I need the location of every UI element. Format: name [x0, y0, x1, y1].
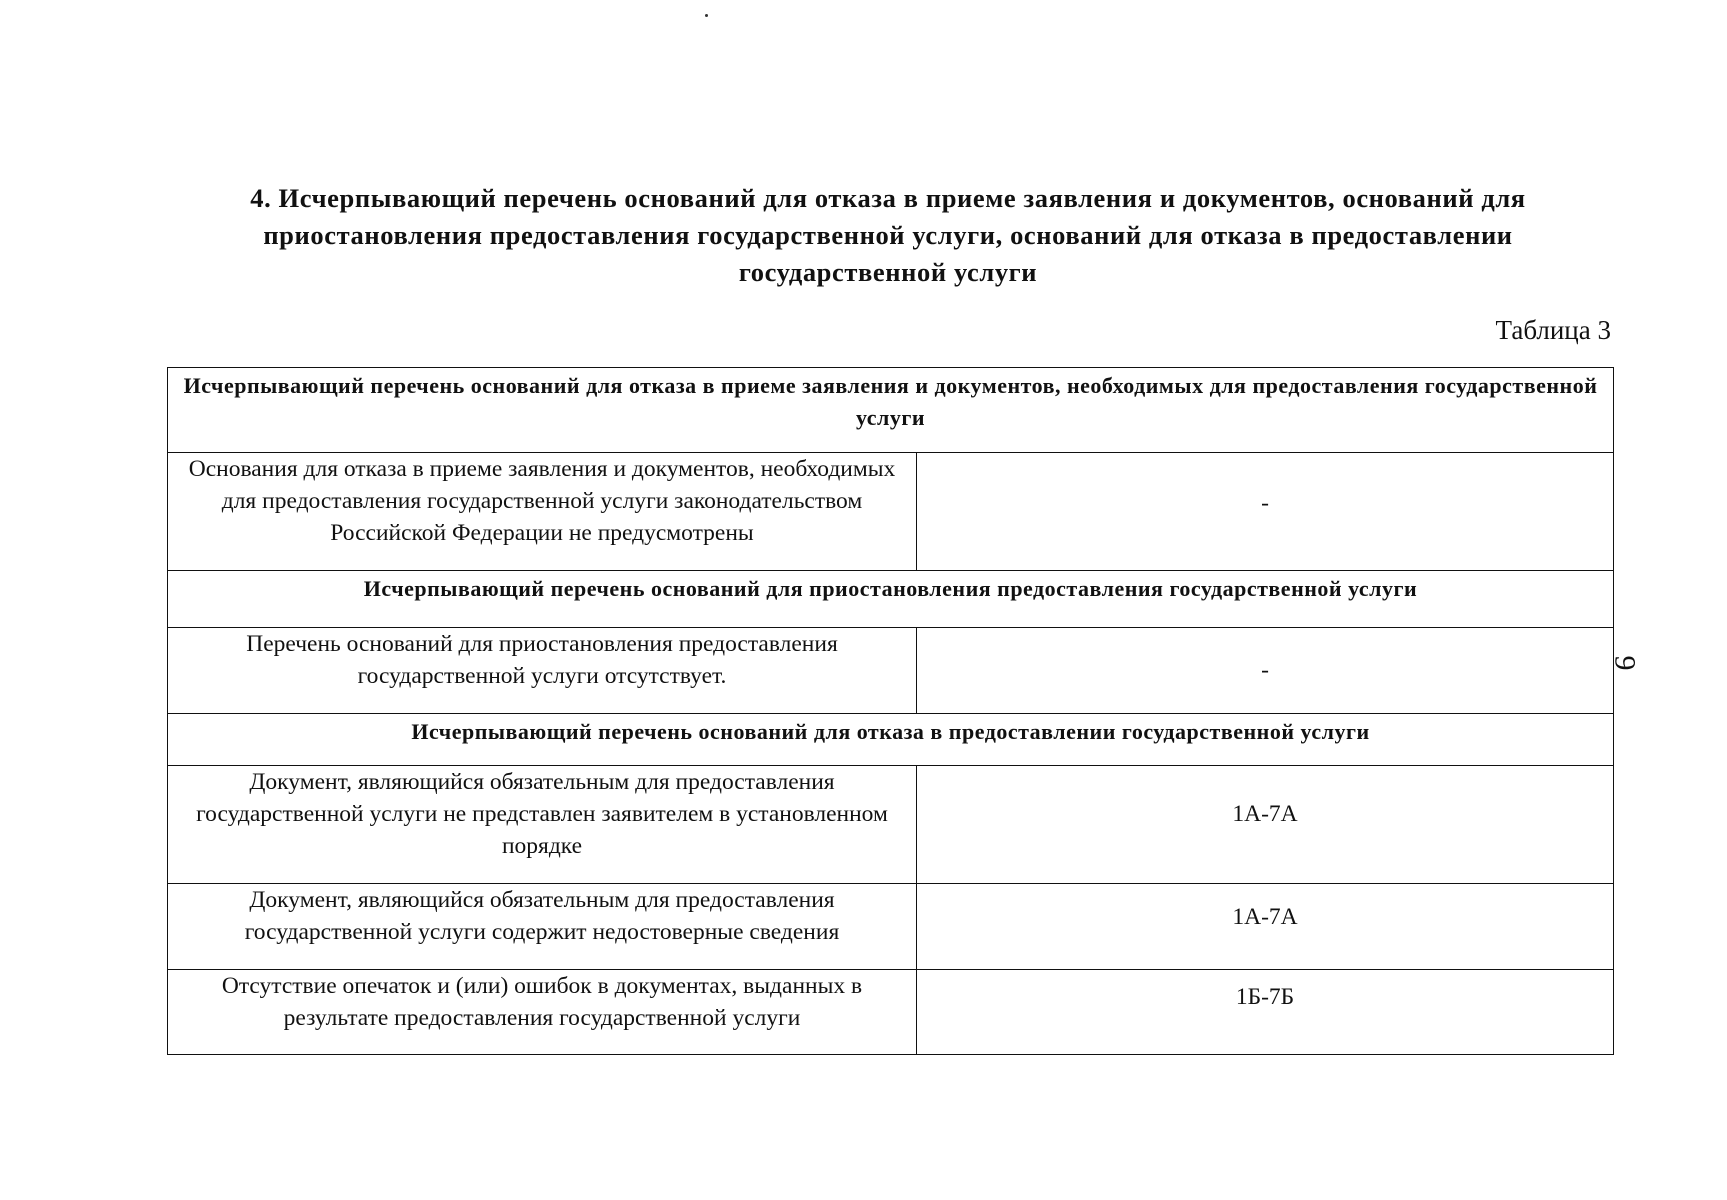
table-row [168, 970, 1614, 1055]
table-label: Таблица 3 [1495, 315, 1611, 345]
section-header-row [168, 571, 1614, 628]
refusal-grounds-table [167, 367, 1614, 1055]
row-text: Основания для отказа в приеме заявления и документов, необходимых для предоставления государственной услуги законодательством Российской Федерации не предусмотрены [168, 453, 917, 571]
row-value: - [917, 628, 1614, 714]
table-row [168, 884, 1614, 970]
section-heading: 4. Исчерпывающий перечень оснований для отказа в приеме заявления и документов, оснований для приостановления предоставления государственной услуги, оснований для отказа в предоставлении государственной услуги [250, 183, 1526, 287]
row-text: Отсутствие опечаток и (или) ошибок в документах, выданных в результате предоставления государственной услуги [168, 970, 917, 1055]
table-row [168, 628, 1614, 714]
page-number: 9 [1608, 655, 1642, 671]
section-title: Исчерпывающий перечень оснований для отказа в приеме заявления и документов, необходимых для предоставления государственной услуги [168, 368, 1614, 453]
section-header-row [168, 368, 1614, 453]
row-value: 1А-7А [917, 766, 1614, 884]
section-header-row [168, 714, 1614, 766]
section-title: Исчерпывающий перечень оснований для приостановления предоставления государственной услуги [168, 571, 1614, 628]
scan-speck [705, 14, 708, 17]
section-title: Исчерпывающий перечень оснований для отказа в предоставлении государственной услуги [168, 714, 1614, 766]
row-text: Перечень оснований для приостановления предоставления государственной услуги отсутствует. [168, 628, 917, 714]
row-text: Документ, являющийся обязательным для предоставления государственной услуги содержит недостоверные сведения [168, 884, 917, 970]
row-value: 1А-7А [917, 884, 1614, 970]
table-row [168, 453, 1614, 571]
row-text: Документ, являющийся обязательным для предоставления государственной услуги не представлен заявителем в установленном порядке [168, 766, 917, 884]
row-value: - [917, 453, 1614, 571]
table-row [168, 766, 1614, 884]
row-value: 1Б-7Б [917, 970, 1614, 1055]
